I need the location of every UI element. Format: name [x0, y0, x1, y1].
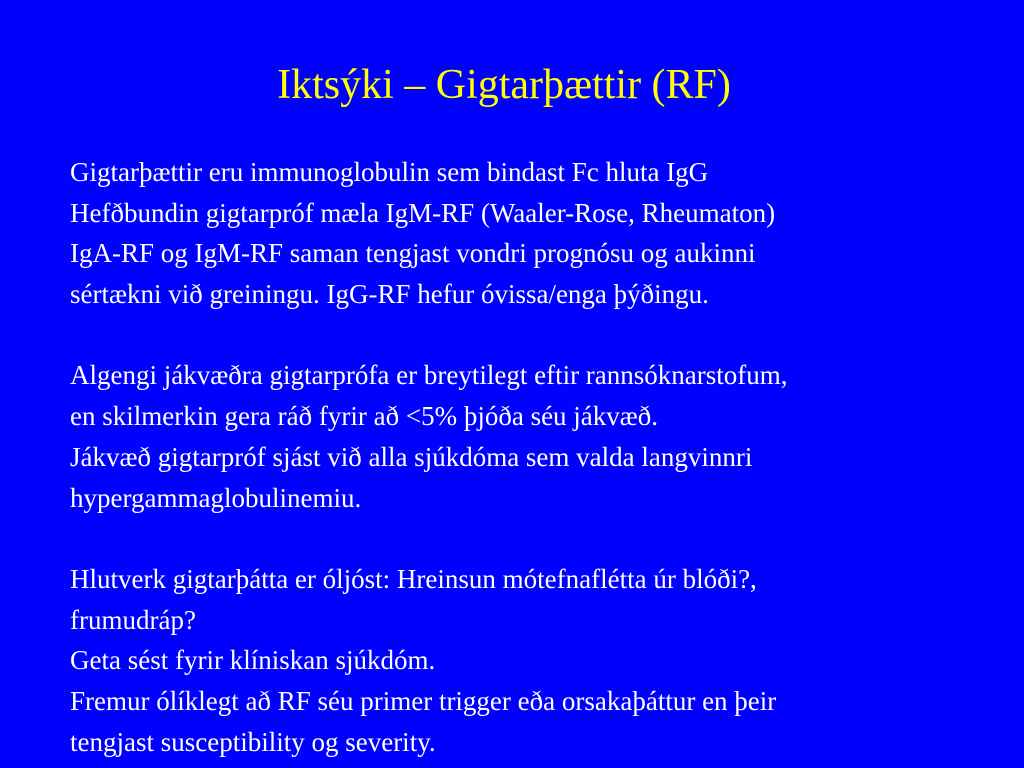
paragraph-rf-definition — [70, 152, 1010, 315]
text-line: sértækni við greiningu. IgG-RF hefur óvissa/enga þýðingu. — [70, 279, 709, 310]
paragraph-prevalence — [70, 355, 1010, 518]
text-line: Algengi jákvæðra gigtarprófa er breytilegt eftir rannsóknarstofum, — [70, 360, 788, 391]
text-line: Hlutverk gigtarþátta er óljóst: Hreinsun mótefnaflétta úr blóði?, — [70, 563, 757, 594]
text-line: Geta sést fyrir klíniskan sjúkdóm. — [70, 645, 436, 676]
text-line: en skilmerkin gera ráð fyrir að <5% þjóða séu jákvæð. — [70, 401, 659, 432]
text-line: IgA-RF og IgM-RF saman tengjast vondri prognósu og aukinni — [70, 238, 756, 269]
paragraph-spacer — [70, 518, 1010, 559]
text-line: frumudráp? — [70, 604, 196, 635]
text-line: tengjast susceptibility og severity. — [70, 726, 436, 757]
slide-title: Iktsýki – Gigtarþættir (RF) — [277, 62, 731, 108]
text-line: hypergammaglobulinemiu. — [70, 482, 362, 513]
paragraph-spacer — [70, 315, 1010, 356]
paragraph-role — [70, 559, 1010, 762]
text-line: Gigtarþættir eru immunoglobulin sem bindast Fc hluta IgG — [70, 157, 709, 187]
slide-body — [70, 152, 1010, 762]
text-line: Hefðbundin gigtarpróf mæla IgM-RF (Waaler-Rose, Rheumaton) — [70, 197, 776, 228]
text-line: Fremur ólíklegt að RF séu primer trigger eða orsakaþáttur en þeir — [70, 685, 777, 716]
text-line: Jákvæð gigtarpróf sjást við alla sjúkdóma sem valda langvinnri — [70, 441, 753, 472]
